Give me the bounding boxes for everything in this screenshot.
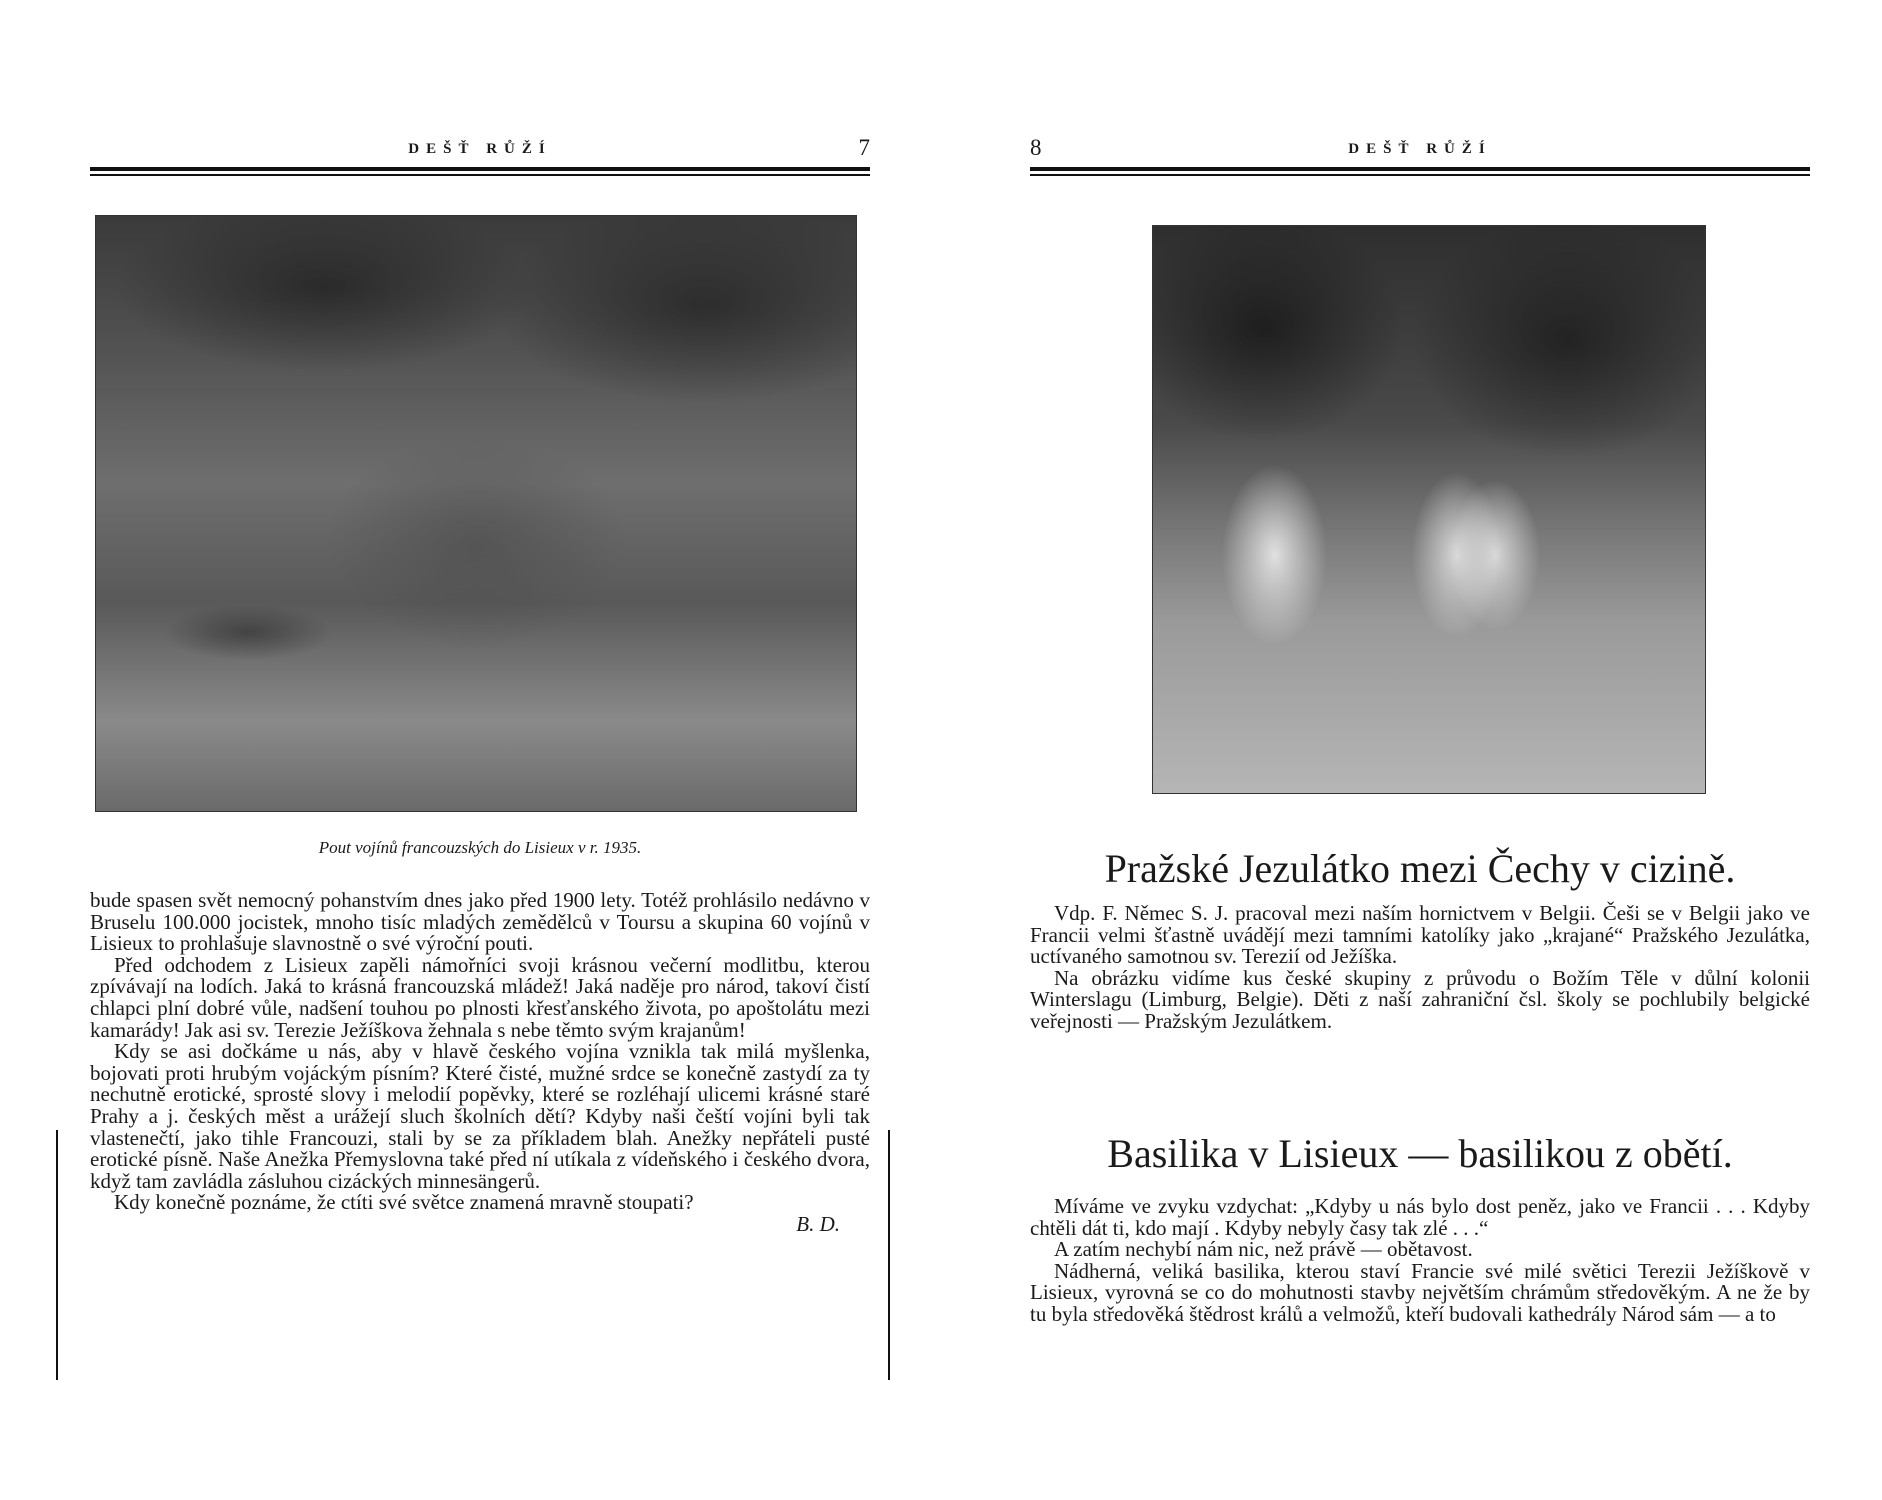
paragraph: A zatím nechybí nám nic, než právě — obětavost. — [1054, 1237, 1473, 1262]
margin-bar-left — [56, 1130, 58, 1380]
header-rule-thin — [90, 174, 870, 176]
article-body — [1030, 903, 1810, 1033]
paragraph: Míváme ve zvyku vzdychat: „Kdyby u nás bylo dost peněz, jako ve Francii . . . Kdyby chtěli dát ti, kdo mají . Kdyby nebyly časy tak zlé . . .“ — [1030, 1194, 1810, 1240]
procession-photo — [1152, 225, 1706, 794]
paragraph: Před odchodem z Lisieux zapěli námořníci svoji krásnou večerní modlitbu, kterou zpívávají na lodích. Jaká to krásná francouzská mládež! Jaká naděje pro národ, takoví čistí chlapci plní dobré vůle, nadšení touhou po plnosti křesťanského života, po apoštolátu mezi kamarády! Jak asi sv. Terezie Ježíškova žehnala s nebe těmto svým krajanům! — [90, 952, 870, 1042]
margin-bar-right — [888, 1130, 890, 1380]
header-rule — [90, 167, 870, 171]
left-page — [90, 0, 870, 1500]
paragraph: Vdp. F. Němec S. J. pracoval mezi naším hornictvem v Belgii. Češi se v Belgii jako ve Francii velmi šťastně uvádějí mezi tamními katolíky jako „krajané“ Pražského Jezulátka, uctívaného samotnou sv. Terezií od Ježíška. — [1030, 901, 1810, 969]
paragraph: Nádherná, veliká basilika, kterou staví Francie své milé světici Terezii Ježíškově v Lisieux, vyrovná se co do mohutnosti stavby největším chrámům středověkým. A ne že by tu byla středověká štědrost králů a velmožů, kteří budovali kathedrály Národ sám — a to — [1030, 1258, 1810, 1326]
running-title: DEŠŤ RŮŽÍ — [408, 141, 552, 157]
photo-caption: Pout vojínů francouzských do Lisieux v r. 1935. — [318, 838, 642, 857]
header-rule — [1030, 167, 1810, 171]
page-number: 8 — [1030, 135, 1042, 160]
paragraph: Na obrázku vidíme kus české skupiny z průvodu o Božím Těle v důlní kolonii Winterslagu (Limburg, Belgie). Děti z naší zahraniční čsl. školy se pochlubily belgické veřejnosti — Pražským Jezulátkem. — [1030, 965, 1810, 1033]
article-title: Basilika v Lisieux — basilikou z obětí. — [1107, 1131, 1733, 1176]
paragraph: Kdy se asi dočkáme u nás, aby v hlavě českého vojína vznikla tak milá myšlenka, bojovati proti hrubým vojáckým písním? Které čisté, mužné srdce se konečně zastydí za ty nechutně erotické, sprosté slovy i melodií popěvky, které se rozléhají ulicemi krásné staré Prahy a j. českých měst a urážejí sluch školních dětí? Kdyby naši čeští vojíni byli tak vlastenečtí, jako tihle Francouzi, stali by se za příkladem blah. Anežky nepřáteli pusté erotické písně. Naše Anežka Přemyslovna také před ní utíkala z vídeňského i českého dvora, když tam zavládla zásluhou cizáckých minnesängerů. — [90, 1039, 870, 1193]
left-body-text — [90, 890, 870, 1236]
header-rule-thin — [1030, 174, 1810, 176]
running-head — [90, 135, 870, 167]
running-title: DEŠŤ RŮŽÍ — [1348, 141, 1492, 157]
right-page — [1030, 0, 1810, 1500]
paragraph: Kdy konečně poznáme, že ctíti své světce znamená mravně stoupati? — [114, 1190, 694, 1215]
signature: B. D. — [796, 1211, 840, 1236]
paragraph: bude spasen svět nemocný pohanstvím dnes jako před 1900 lety. Totéž prohlásilo nedávno v Bruselu 100.000 jocistek, mnoho tisíc mladých zemědělců v Toursu a skupina 60 vojínů v Lisieux to prohlašuje slavnostně o své výroční pouti. — [90, 888, 870, 956]
group-photo-soldiers — [95, 215, 857, 812]
article-title: Pražské Jezulátko mezi Čechy v cizině. — [1104, 846, 1736, 891]
page-number: 7 — [858, 135, 870, 160]
article-body — [1030, 1196, 1810, 1326]
running-head — [1030, 135, 1810, 167]
